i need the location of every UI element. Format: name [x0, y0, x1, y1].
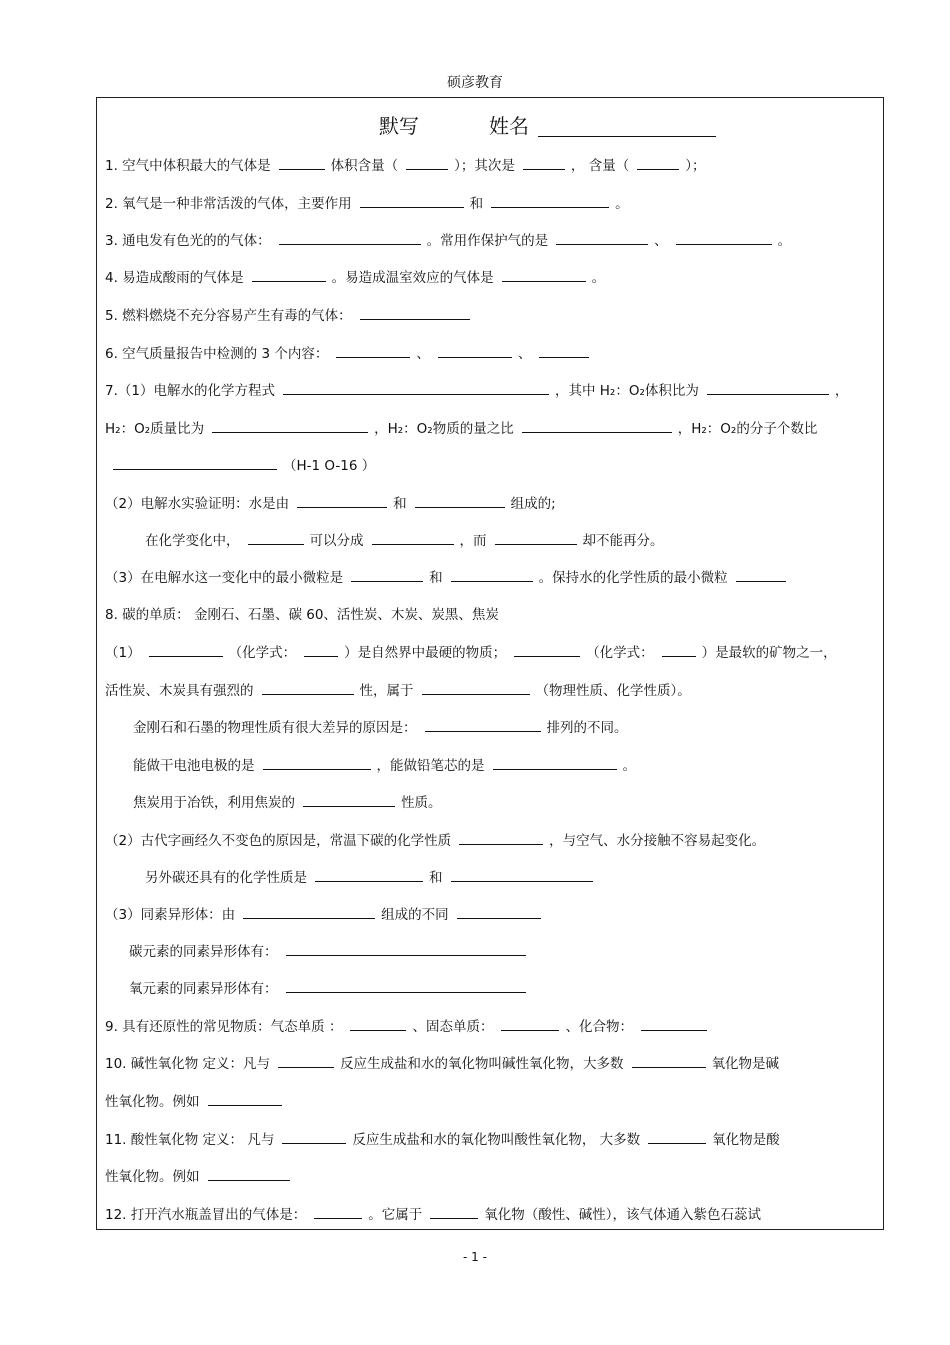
question-text: 能做干电池电极的是 [133, 758, 255, 774]
question-line [105, 267, 875, 287]
question-text: 11. 酸性氧化物 定义： 凡与 [105, 1132, 275, 1148]
question-text: 氧化物（酸性、碱性），该气体通入紫色石蕊试 [484, 1207, 762, 1223]
answer-blank[interactable] [304, 642, 338, 657]
question-text: 。保持水的化学性质的最小微粒 [538, 570, 728, 586]
answer-blank[interactable] [149, 642, 223, 657]
question-line [105, 343, 875, 363]
question-text: 。 [777, 233, 792, 249]
answer-blank[interactable] [315, 867, 423, 882]
answer-blank[interactable] [676, 230, 772, 245]
answer-blank[interactable] [425, 717, 541, 732]
question-line [105, 380, 875, 400]
answer-blank[interactable] [282, 1129, 346, 1144]
question-line [105, 680, 875, 700]
question-text: 和 [429, 570, 443, 586]
answer-blank[interactable] [208, 1091, 282, 1106]
answer-blank[interactable] [314, 1204, 362, 1219]
name-blank[interactable] [538, 136, 716, 137]
dictation-title: 默写 [379, 114, 419, 138]
question-text: ，而 [459, 533, 487, 549]
question-text: 碳元素的同素异形体有： [129, 944, 278, 960]
answer-blank[interactable] [208, 1166, 290, 1181]
question-text: ，其中 H₂：O₂体积比为 [554, 383, 699, 399]
question-line [105, 530, 875, 550]
question-text: 8. 碳的单质： 金刚石、石墨、碳 60、活性炭、木炭、炭黑、焦炭 [105, 607, 499, 623]
answer-blank[interactable] [736, 567, 786, 582]
answer-blank[interactable] [279, 155, 325, 170]
answer-blank[interactable] [279, 230, 421, 245]
answer-blank[interactable] [113, 455, 277, 470]
question-line [105, 567, 875, 587]
answer-blank[interactable] [430, 1204, 478, 1219]
question-text: 。 [622, 758, 636, 774]
question-text: ）是自然界中最硬的物质； [344, 645, 507, 661]
answer-blank[interactable] [514, 642, 580, 657]
question-text: ，能做铅笔芯的是 [376, 758, 485, 774]
answer-blank[interactable] [641, 1016, 707, 1031]
question-text: ，H₂：O₂的分子个数比 [677, 421, 818, 437]
answer-blank[interactable] [350, 1016, 406, 1031]
answer-blank[interactable] [372, 530, 454, 545]
answer-blank[interactable] [662, 642, 696, 657]
question-text: 5. 燃料燃烧不充分容易产生有毒的气体： [105, 308, 352, 324]
question-text: 3. 通电发有色光的的气体： [105, 233, 271, 249]
question-text: 。常用作保护气的是 [426, 233, 549, 249]
question-text: ）是最软的矿物之一， [701, 645, 837, 661]
answer-blank[interactable] [637, 155, 679, 170]
answer-blank[interactable] [262, 680, 354, 695]
question-line [105, 1166, 875, 1186]
question-text: 氧化物是碱 [711, 1056, 780, 1072]
answer-blank[interactable] [286, 978, 526, 993]
question-text: 氧元素的同素异形体有： [129, 981, 278, 997]
question-text: 、 [416, 346, 430, 362]
question-text: 金刚石和石墨的物理性质有很大差异的原因是： [133, 720, 417, 736]
answer-blank[interactable] [491, 193, 609, 208]
question-text: ， 含量（ [570, 158, 630, 174]
question-text: H₂：O₂质量比为 [105, 421, 205, 437]
answer-blank[interactable] [252, 267, 326, 282]
question-line [105, 792, 875, 812]
question-text: ）； [685, 158, 706, 174]
question-text: ）；其次是 [454, 158, 515, 174]
answer-blank[interactable] [243, 904, 375, 919]
question-text: （2）电解水实验证明：水是由 [105, 496, 290, 512]
question-text: 却不能再分。 [582, 533, 664, 549]
question-text: 组成的不同 [381, 907, 449, 923]
question-text: 4. 易造成酸雨的气体是 [105, 270, 244, 286]
answer-blank[interactable] [495, 530, 577, 545]
question-text: 体积含量（ [330, 158, 399, 174]
question-line [105, 1016, 875, 1036]
answer-blank[interactable] [632, 1053, 706, 1068]
question-line [105, 193, 875, 213]
question-text: 性氧化物。例如 [105, 1094, 200, 1110]
question-text: 9. 具有还原性的常见物质：气态单质 ： [105, 1019, 343, 1035]
question-text: 10. 碱性氧化物 定义：凡与 [105, 1056, 271, 1072]
answer-blank[interactable] [556, 230, 648, 245]
answer-blank[interactable] [303, 792, 395, 807]
answer-blank[interactable] [283, 380, 549, 395]
question-text: （化学式： [228, 645, 297, 661]
answer-blank[interactable] [501, 1016, 559, 1031]
question-text: （化学式： [586, 645, 654, 661]
question-text: 2. 氧气是一种非常活泼的气体，主要作用 [105, 196, 352, 212]
worksheet-box [96, 97, 884, 1230]
question-text: 12. 打开汽水瓶盖冒出的气体是： [105, 1207, 307, 1223]
answer-blank[interactable] [493, 755, 617, 770]
question-text: 可以分成 [309, 533, 364, 549]
answer-blank[interactable] [278, 1053, 334, 1068]
question-text: 性质。 [401, 795, 442, 811]
question-text: （3）同素异形体：由 [105, 907, 236, 923]
answer-blank[interactable] [360, 193, 464, 208]
question-text: 1. 空气中体积最大的气体是 [105, 158, 271, 174]
answer-blank[interactable] [451, 867, 593, 882]
question-text: （3）在电解水这一变化中的最小微粒是 [105, 570, 344, 586]
question-text: 组成的; [510, 496, 556, 512]
question-text: 7.（1）电解水的化学方程式 [105, 383, 275, 399]
question-line [105, 1204, 875, 1224]
question-text: 6. 空气质量报告中检测的 3 个内容： [105, 346, 329, 362]
question-line [105, 305, 875, 325]
question-text: （2）古代字画经久不变色的原因是，常温下碳的化学性质 [105, 833, 452, 849]
question-text: 和 [469, 196, 484, 212]
question-text: （H-1 O-16 ） [283, 458, 376, 474]
answer-blank[interactable] [286, 941, 526, 956]
answer-blank[interactable] [297, 493, 387, 508]
question-text: 性，属于 [359, 683, 414, 699]
answer-blank[interactable] [360, 305, 470, 320]
answer-blank[interactable] [438, 343, 512, 358]
question-line [105, 418, 875, 438]
question-text: ， [834, 383, 849, 399]
answer-blank[interactable] [707, 380, 829, 395]
answer-blank[interactable] [502, 267, 586, 282]
question-line [105, 230, 875, 250]
question-line [105, 941, 875, 961]
answer-blank[interactable] [422, 680, 530, 695]
question-line [105, 642, 875, 662]
answer-blank[interactable] [523, 155, 565, 170]
answer-blank[interactable] [248, 530, 304, 545]
question-text: 反应生成盐和水的氧化物叫酸性氧化物， 大多数 [352, 1132, 641, 1148]
answer-blank[interactable] [451, 567, 533, 582]
question-text: 另外碳还具有的化学性质是 [145, 870, 307, 886]
question-line [105, 455, 875, 475]
question-text: 。它属于 [368, 1207, 423, 1223]
question-line [105, 1129, 875, 1149]
question-line [105, 755, 875, 775]
page-number: - 1 - [463, 1250, 487, 1264]
question-text: 反应生成盐和水的氧化物叫碱性氧化物，大多数 [340, 1056, 624, 1072]
question-text: 排列的不同。 [546, 720, 628, 736]
question-line [105, 978, 875, 998]
name-label: 姓名 [489, 114, 529, 138]
question-text: 焦炭用于冶铁，利用焦炭的 [133, 795, 295, 811]
question-line [105, 1091, 875, 1111]
question-line [105, 493, 875, 513]
question-text: 。 [615, 196, 629, 212]
answer-blank[interactable] [539, 343, 589, 358]
answer-blank[interactable] [459, 830, 543, 845]
answer-blank[interactable] [263, 755, 371, 770]
answer-blank[interactable] [522, 418, 672, 433]
answer-blank[interactable] [406, 155, 448, 170]
brand-header: 硕彦教育 [447, 75, 503, 91]
question-text: 、 [517, 346, 532, 362]
question-text: 氧化物是酸 [712, 1132, 780, 1148]
question-line [105, 605, 875, 625]
question-text: 性氧化物。例如 [105, 1169, 200, 1185]
question-text: 、 [654, 233, 668, 249]
answer-blank[interactable] [212, 418, 368, 433]
question-line [105, 830, 875, 850]
question-text: （1） [105, 645, 141, 661]
answer-blank[interactable] [415, 493, 505, 508]
question-text: ，与空气、水分接触不容易起变化。 [549, 833, 766, 849]
question-line [105, 155, 875, 175]
question-text: 。 [591, 270, 606, 286]
answer-blank[interactable] [457, 904, 541, 919]
answer-blank[interactable] [336, 343, 410, 358]
question-text: 和 [393, 496, 407, 512]
question-line [105, 904, 875, 924]
question-text: 、固态单质： [412, 1019, 494, 1035]
question-text: （物理性质、化学性质）。 [535, 683, 691, 699]
question-text: 。易造成温室效应的气体是 [331, 270, 494, 286]
answer-blank[interactable] [648, 1129, 706, 1144]
question-text: 、化合物： [565, 1019, 633, 1035]
question-line [105, 1053, 875, 1073]
question-line [105, 717, 875, 737]
question-text: 和 [429, 870, 443, 886]
answer-blank[interactable] [351, 567, 423, 582]
question-text: 活性炭、木炭具有强烈的 [105, 683, 254, 699]
question-text: 在化学变化中， [145, 533, 240, 549]
question-line [105, 867, 875, 887]
question-text: ，H₂：O₂物质的量之比 [374, 421, 514, 437]
